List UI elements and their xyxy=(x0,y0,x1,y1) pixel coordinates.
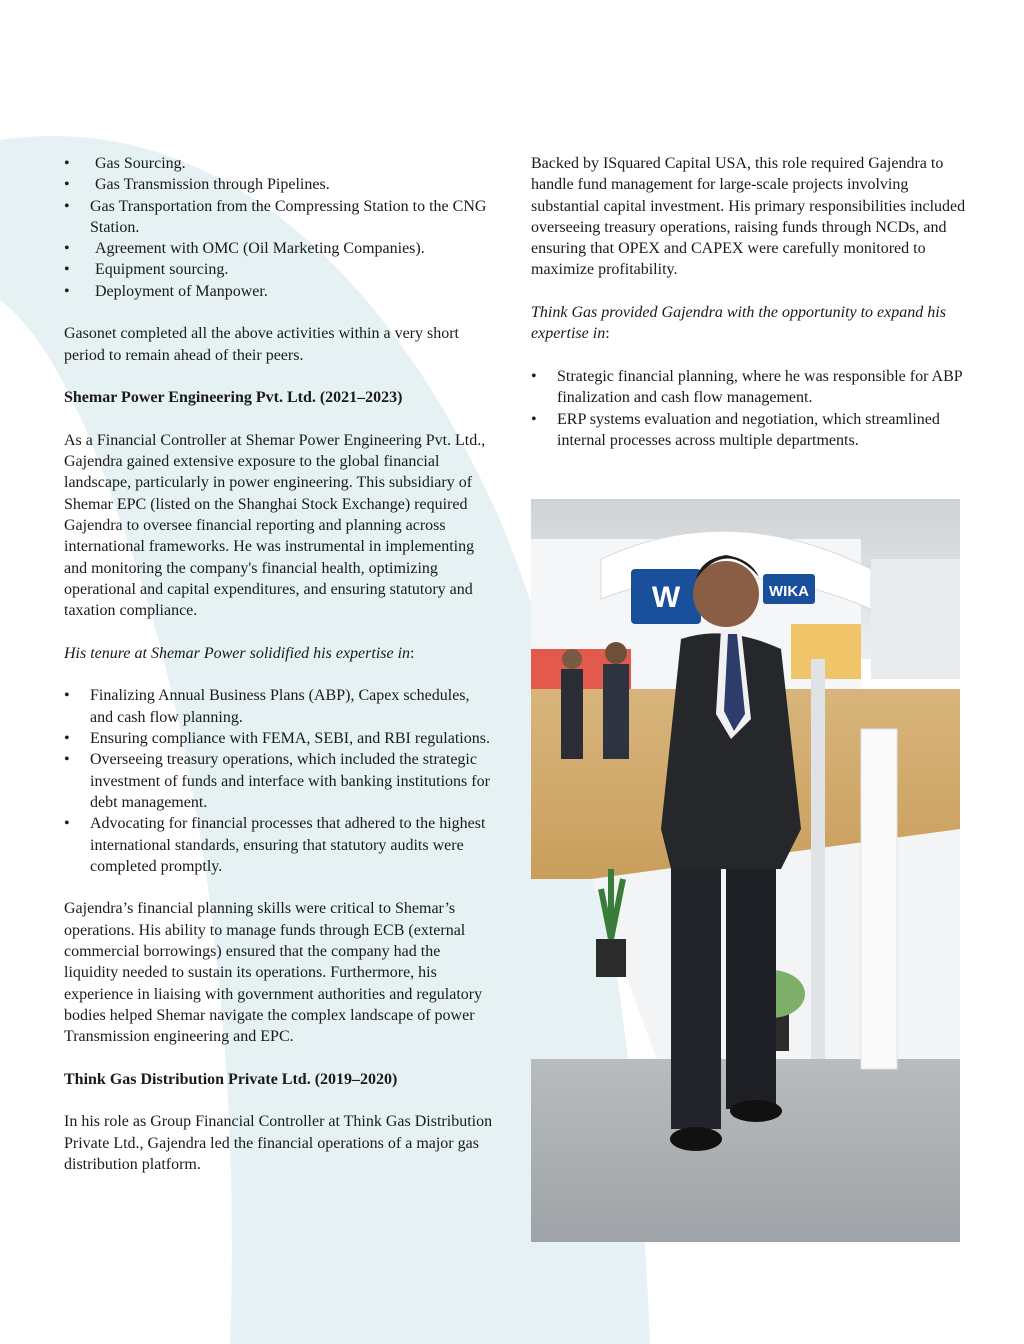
list-item: • Gas Sourcing. xyxy=(64,155,186,172)
list-item: • Finalizing Annual Business Plans (ABP), Capex schedules, and cash flow planning. xyxy=(64,687,470,726)
shemar-expertise-list xyxy=(64,685,496,877)
list-item: • Agreement with OMC (Oil Marketing Companies). xyxy=(64,240,425,258)
list-item: • Gas Transportation from the Compressing Station to the CNG Station. xyxy=(64,197,487,236)
booth-sign-wika: WIKA xyxy=(769,583,809,600)
list-item: • Deployment of Manpower. xyxy=(64,282,268,300)
shemar-heading: Shemar Power Engineering Pvt. Ltd. (2021–2023) xyxy=(64,389,403,407)
gasonet-paragraph: Gasonet completed all the above activities within a very short period to remain ahead of their peers. xyxy=(64,325,459,364)
thinkgas-expertise-intro: Think Gas provided Gajendra with the opportunity to expand his expertise in: xyxy=(531,304,946,343)
shemar-paragraph: As a Financial Controller at Shemar Power Engineering Pvt. Ltd., Gajendra gained extensive exposure to the global financial landscape, particularly in power engineering. This subsidiary of Shemar EPC (listed on the Shanghai Stock Exchange) required Gajendra to oversee financial reporting and planning across international frameworks. He was instrumental in implementing and monitoring the company's financial health, optimizing operational and capital expenditures, and ensuring statutory and taxation compliance. xyxy=(64,431,486,620)
list-item: • Overseeing treasury operations, which included the strategic investment of funds and interface with banking institutions for debt management. xyxy=(64,751,490,811)
list-item: • ERP systems evaluation and negotiation, which streamlined internal processes across multiple departments. xyxy=(531,410,940,449)
gas-activities-list xyxy=(64,153,496,302)
booth-sign-w: W xyxy=(651,581,681,614)
left-column xyxy=(64,153,496,1175)
skills-paragraph: Gajendra’s financial planning skills were critical to Shemar’s operations. His ability to manage funds through ECB (external commercial borrowings) ensured that the company had the liquidity needed to sustain its operations. Furthermore, his experience in liaising with government authorities and regulatory bodies helped Shemar navigate the complex landscape of power Transmission engineering and EPC. xyxy=(64,900,483,1046)
list-item: • Strategic financial planning, where he was responsible for ABP finalization and cash flow management. xyxy=(531,367,963,407)
list-item: • Equipment sourcing. xyxy=(64,261,229,279)
thinkgas-heading: Think Gas Distribution Private Ltd. (2019–2020) xyxy=(64,1070,398,1088)
thinkgas-expertise-list xyxy=(531,366,973,451)
thinkgas-paragraph: In his role as Group Financial Controller at Think Gas Distribution Private Ltd., Gajendra led the financial operations of a major gas distribution platform. xyxy=(64,1113,493,1173)
list-item: • Advocating for financial processes that adhered to the highest international standards, ensuring that statutory audits were completed promptly. xyxy=(64,815,486,875)
shemar-expertise-intro: His tenure at Shemar Power solidified his expertise in: xyxy=(64,644,415,662)
backed-paragraph: Backed by ISquared Capital USA, this role required Gajendra to handle fund management for large-scale projects involving substantial capital investment. His primary responsibilities included overseeing treasury operations, raising funds through NCDs, and ensuring that OPEX and CAPEX were carefully monitored to maximize profitability. xyxy=(531,155,966,279)
list-item: • Ensuring compliance with FEMA, SEBI, and RBI regulations. xyxy=(64,730,490,748)
list-item: • Gas Transmission through Pipelines. xyxy=(64,176,330,194)
portrait-photo xyxy=(531,499,960,1242)
right-column xyxy=(531,153,973,451)
